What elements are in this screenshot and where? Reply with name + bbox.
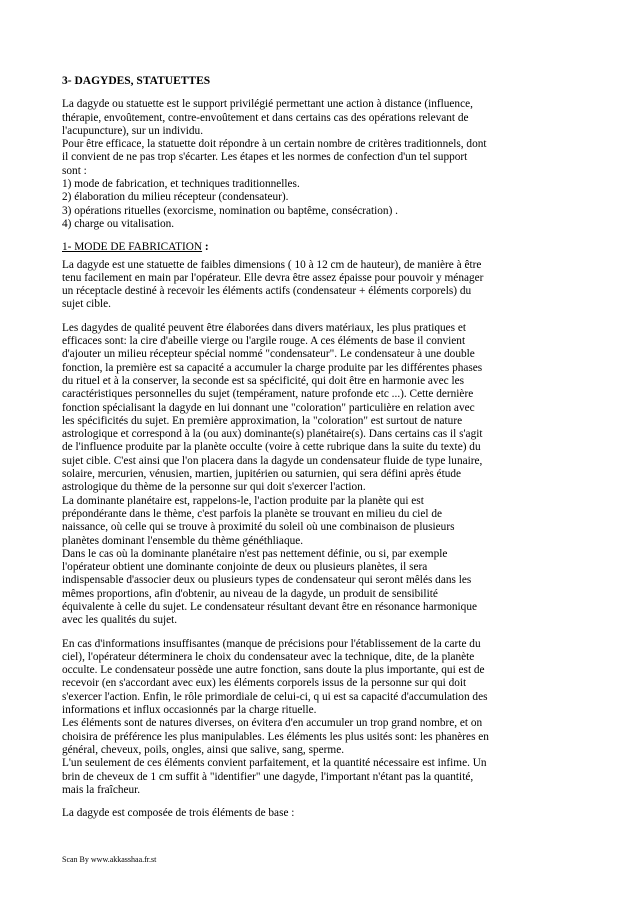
text-line: La dagyde est une statuette de faibles dimensions ( 10 à 12 cm de hauteur), de manière à être <box>62 258 482 271</box>
text-line: 4) charge ou vitalisation. <box>62 217 175 230</box>
text-line: l'acupuncture), sur un individu. <box>62 124 204 137</box>
text-line: brin de cheveux de 1 cm suffit à "identifier" une dagyde, l'important n'étant pas la quantité, <box>62 770 474 783</box>
text-line: équivalente à celle du sujet. Le condensateur résultant devant être en résonance harmonique <box>62 600 477 613</box>
paragraph-materials <box>62 322 572 628</box>
text-line: ciel), l'opérateur déterminera le choix du condensateur avec la technique, dite, de la planète <box>62 650 475 663</box>
paragraph-dimensions <box>62 259 572 312</box>
document-body <box>62 75 572 830</box>
text-line: sont : <box>62 164 87 177</box>
text-line: un réceptacle destiné à recevoir les éléments actifs (condensateur + éléments corporels) du <box>62 285 472 298</box>
text-line: Les éléments sont de natures diverses, on évitera d'en accumuler un trop grand nombre, et on <box>62 717 483 730</box>
text-line: recevoir (en s'accordant avec eux) les éléments corporels issus de la personne sur qui doit <box>62 677 467 690</box>
document-title: 3- DAGYDES, STATUETTES <box>62 75 211 87</box>
text-line: de l'influence produite par la planète occulte (voire à cette rubrique dans la suite du texte) du <box>62 441 481 454</box>
text-line: Pour être efficace, la statuette doit répondre à un certain nombre de critères traditionnels, dont <box>62 138 487 151</box>
section-title: 1- MODE DE FABRICATION <box>62 241 203 254</box>
text-line: astrologique du thème de la personne sur qui doit s'exercer l'action. <box>62 481 366 494</box>
text-line: 1) mode de fabrication, et techniques traditionnelles. <box>62 178 300 191</box>
text-line: les spécificités du sujet. En première approximation, la "coloration" est surtout de nature <box>62 414 463 427</box>
intro-paragraph <box>62 98 572 231</box>
paragraph-composition: La dagyde est composée de trois éléments de base : <box>62 807 295 820</box>
text-line: informations et influx occasionnés par la charge rituelle. <box>62 704 317 717</box>
text-line: avec les qualités du sujet. <box>62 614 178 627</box>
paragraph-information <box>62 638 572 798</box>
text-line: sujet cible. <box>62 298 111 311</box>
text-line: 3) opérations rituelles (exorcisme, nomination ou baptême, consécration) . <box>62 204 398 217</box>
text-line: Les dagydes de qualité peuvent être élaborées dans divers matériaux, les plus pratiques et <box>62 321 467 334</box>
text-line: tenu facilement en main par l'opérateur. Elle devra être assez épaisse pour pouvoir y ménager <box>62 271 484 284</box>
text-line: caractéristiques personnelles du sujet (tempérament, nature profonde etc ...). Cette dernière <box>62 388 474 401</box>
section-heading <box>62 241 572 254</box>
text-line: sujet cible. C'est ainsi que l'on placera dans la dagyde un condensateur fluide de type lunaire, <box>62 454 483 467</box>
text-line: du rituel et à la conserver, la seconde est sa spécificité, qui doit être en harmonie avec les <box>62 374 464 387</box>
text-line: occulte. Le condensateur possède une autre fonction, sans doute la plus importante, qui est de <box>62 664 485 677</box>
text-line: astrologique et correspond à la (ou aux) dominante(s) planétaire(s). Dans certains cas il s'agit <box>62 428 483 441</box>
text-line: général, cheveux, poils, ongles, ainsi que salive, sang, sperme. <box>62 743 345 756</box>
text-line: La dominante planétaire est, rappelons-le, l'action produite par la planète qui est <box>62 494 424 507</box>
text-line: solaire, mercurien, vénusien, martien, jupitérien ou saturnien, qui sera défini après étude <box>62 468 462 481</box>
text-line: indispensable d'associer deux ou plusieurs types de condensateur qui seront mêlés dans les <box>62 574 472 587</box>
section-colon: : <box>204 241 209 254</box>
text-line: l'opérateur obtient une dominante conjointe de deux ou plusieurs planètes, il sera <box>62 561 428 574</box>
text-line: il convient de ne pas trop s'écarter. Les étapes et les normes de confection d'un tel support <box>62 151 468 164</box>
text-line: mêmes proportions, afin d'obtenir, au niveau de la dagyde, un produit de sensibilité <box>62 587 438 600</box>
text-line: prépondérante dans le thème, c'est parfois la planète se trouvant en milieu du ciel de <box>62 507 443 520</box>
text-line: L'un seulement de ces éléments convient parfaitement, et la quantité nécessaire est infime. Un <box>62 757 487 770</box>
text-line: s'exercer l'action. Enfin, le rôle primordiale de celui-ci, q ui est sa capacité d'accumulation des <box>62 690 488 703</box>
text-line: Dans le cas où la dominante planétaire n'est pas nettement définie, ou si, par exemple <box>62 547 448 560</box>
text-line: fonction spécialisant la dagyde en lui donnant une "coloration" particulière en relation avec <box>62 401 475 414</box>
text-line: La dagyde ou statuette est le support privilégié permettant une action à distance (influence, <box>62 98 473 111</box>
text-line: fonction, la première est sa capacité a accumuler la charge produite par les différentes phases <box>62 361 483 374</box>
text-line: En cas d'informations insuffisantes (manque de précisions pour l'établissement de la carte du <box>62 637 481 650</box>
text-line: thérapie, envoûtement, contre-envoûtement et dans certains cas des opérations relevant de <box>62 111 469 124</box>
text-line: 2) élaboration du milieu récepteur (condensateur). <box>62 191 289 204</box>
text-line: naissance, où celle qui se trouve à proximité du soleil où une combinaison de plusieurs <box>62 521 455 534</box>
text-line: d'ajouter un milieu récepteur spécial nommé "condensateur". Le condensateur à une double <box>62 348 475 361</box>
text-line: planètes dominant l'ensemble du thème généthliaque. <box>62 534 304 547</box>
scan-credit-footer: Scan By www.akkasshaa.fr.st <box>62 855 157 864</box>
text-line: choisira de préférence les plus manipulables. Les éléments les plus usités sont: les phanères en <box>62 730 489 743</box>
text-line: mais la fraîcheur. <box>62 783 141 796</box>
text-line: efficaces sont: la cire d'abeille vierge ou l'argile rouge. A ces éléments de base il convient <box>62 335 466 348</box>
